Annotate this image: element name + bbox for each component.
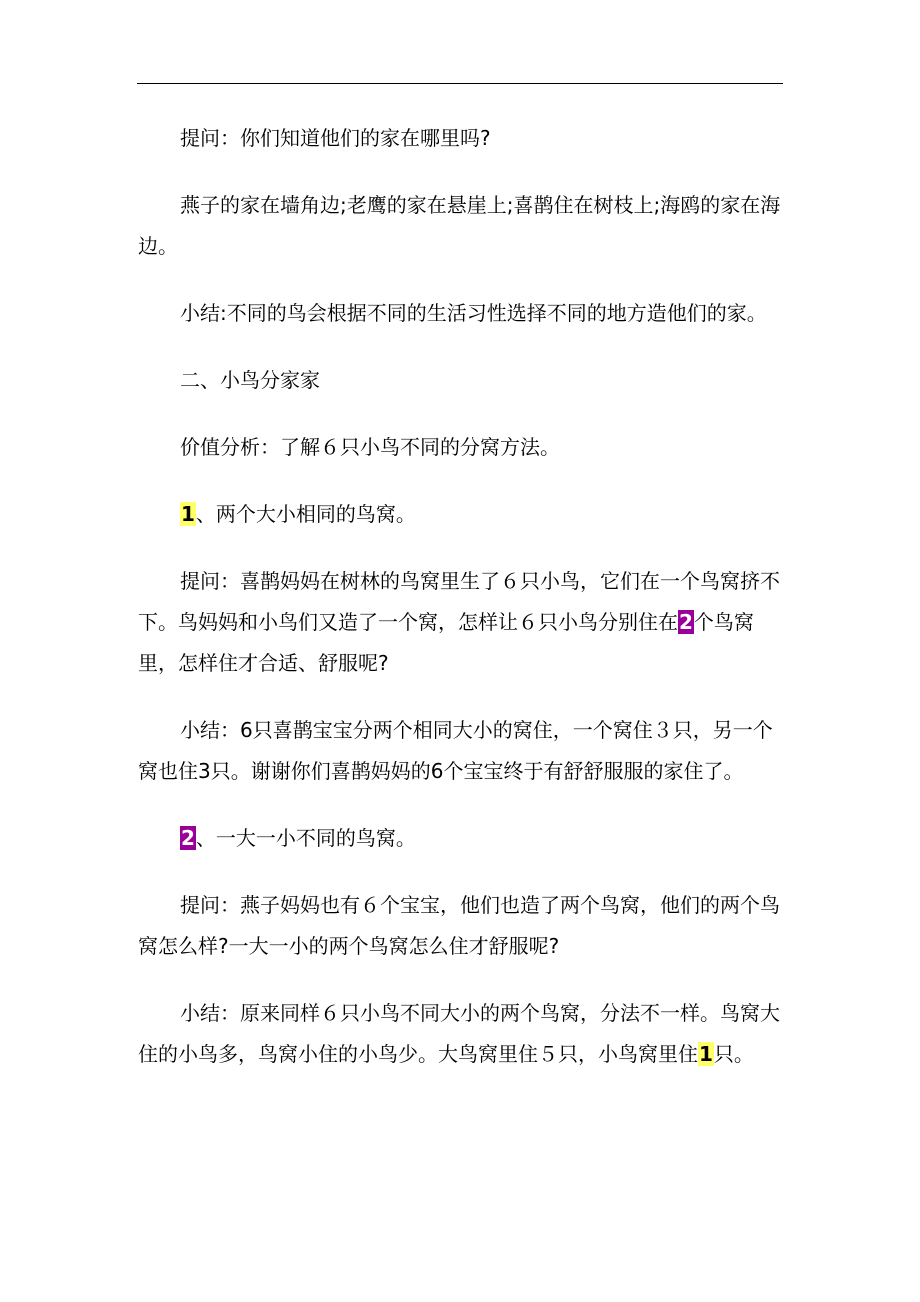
paragraph-summary-swallow	[138, 993, 788, 1075]
subheading-text: 、两个大小相同的鸟窝。	[195, 502, 416, 526]
paragraph-text: 小结:不同的鸟会根据不同的生活习性选择不同的地方造他们的家。	[180, 301, 767, 325]
paragraph-text-before: 小结：原来同样６只小鸟不同大小的两个鸟窝，分法不一样。鸟窝大住的小鸟多，鸟窝小住的小鸟少。大鸟窝里住５只，小鸟窝里住	[138, 1001, 780, 1066]
paragraph-text: 小结：6只喜鹊宝宝分两个相同大小的窝住，一个窝住３只，另一个窝也住3只。谢谢你们喜鹊妈妈的6个宝宝终于有舒舒服服的家住了。	[138, 718, 773, 783]
paragraph-question-swallow	[138, 885, 788, 967]
section-heading-two	[138, 360, 788, 401]
heading-text: 二、小鸟分家家	[180, 368, 320, 392]
paragraph-text-before: 提问：喜鹊妈妈在树林的鸟窝里生了６只小鸟，它们在一个鸟窝挤不下。鸟妈妈和小鸟们又造了一个窝，怎样让６只小鸟分别住在	[138, 569, 780, 634]
paragraph-text-after: 只。	[713, 1042, 754, 1066]
subheading-different-size-nests	[138, 818, 788, 859]
paragraph-text: 提问：燕子妈妈也有６个宝宝，他们也造了两个鸟窝，他们的两个鸟窝怎么样?一大一小的两个鸟窝怎么住才舒服呢?	[138, 893, 780, 958]
paragraph-text-after: 个鸟窝里，怎样住才合适、舒服呢?	[138, 610, 754, 675]
paragraph-text: 价值分析：了解６只小鸟不同的分窝方法。	[180, 435, 560, 459]
highlight-number-marker: 2	[679, 610, 693, 634]
highlight-number-marker: 1	[181, 502, 195, 526]
header-rule	[137, 83, 783, 84]
highlight-number-marker: 1	[699, 1042, 713, 1066]
paragraph-question-magpie	[138, 561, 788, 684]
paragraph-text: 提问：你们知道他们的家在哪里吗?	[180, 126, 491, 150]
paragraph-bird-homes	[138, 185, 788, 267]
paragraph-summary-magpie	[138, 710, 788, 792]
subheading-same-size-nests	[138, 494, 788, 535]
paragraph-question-homes	[138, 118, 788, 159]
subheading-text: 、一大一小不同的鸟窝。	[195, 826, 416, 850]
document-body	[138, 118, 788, 1101]
paragraph-value-analysis	[138, 427, 788, 468]
highlight-number-marker: 2	[181, 826, 195, 850]
paragraph-summary-homes	[138, 293, 788, 334]
paragraph-text: 燕子的家在墙角边;老鹰的家在悬崖上;喜鹊住在树枝上;海鸥的家在海边。	[138, 193, 781, 258]
